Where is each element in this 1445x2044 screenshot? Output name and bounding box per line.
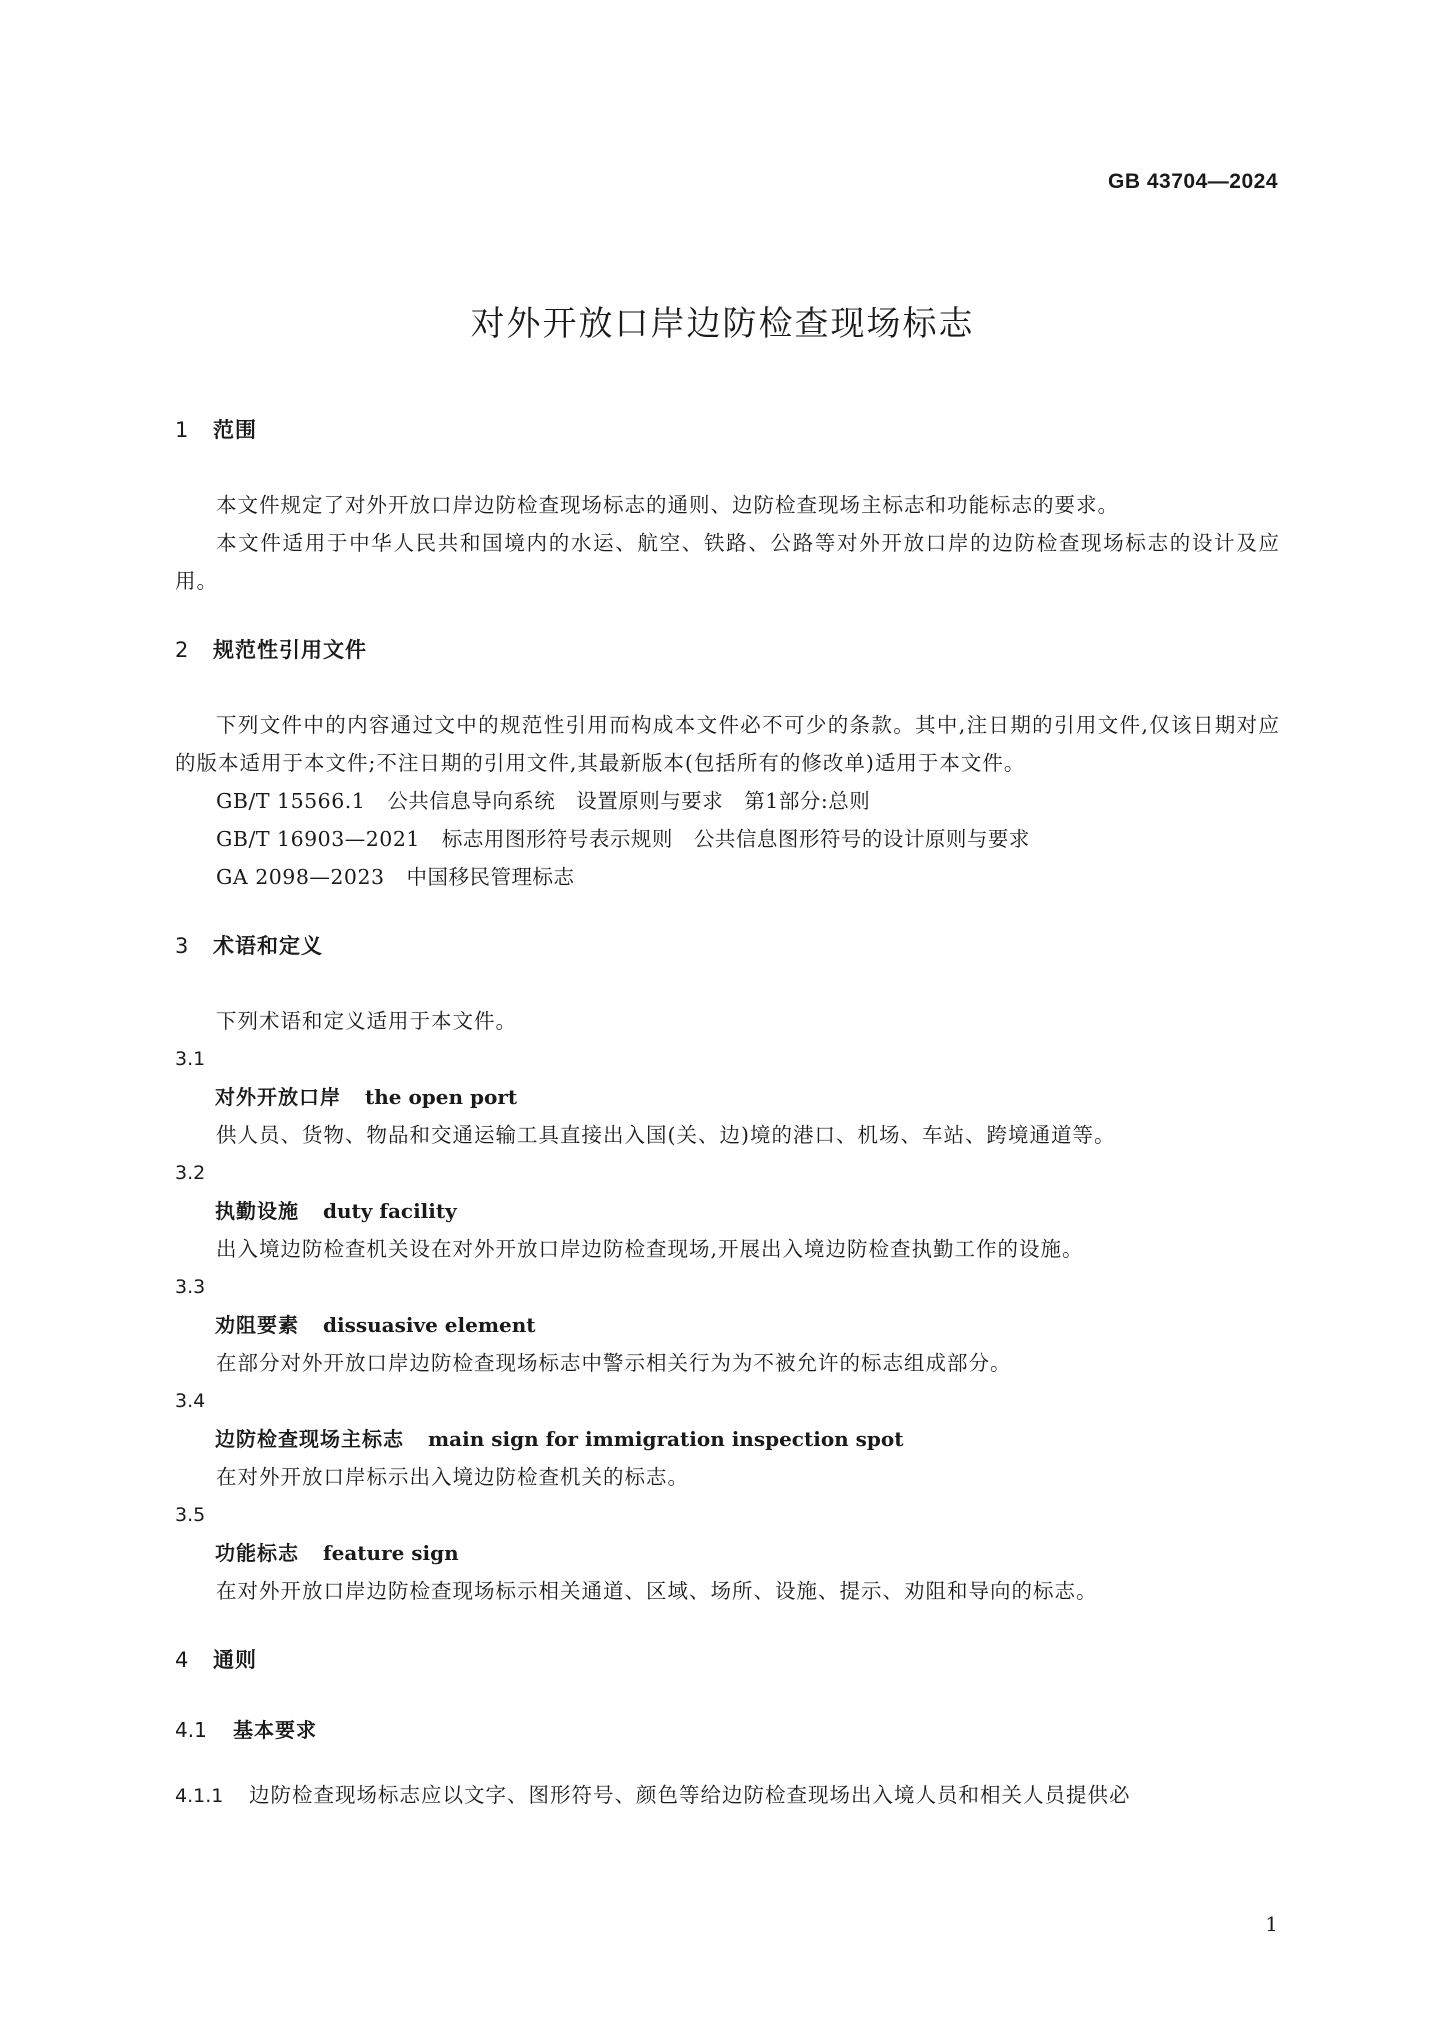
reference-title: 中国移民管理标志: [406, 865, 575, 889]
term-en: dissuasive element: [323, 1313, 536, 1337]
reference-item: [175, 858, 1280, 896]
section-title: 通则: [213, 1648, 257, 1672]
term-entry: [175, 1534, 1280, 1572]
section-number: 1: [175, 418, 190, 442]
term-entry: [175, 1078, 1280, 1116]
reference-item: [175, 820, 1280, 858]
term-number: 3.3: [175, 1276, 206, 1298]
term-entry: [175, 1192, 1280, 1230]
section-number: 4: [175, 1648, 190, 1672]
reference-title: 标志用图形符号表示规则 公共信息图形符号的设计原则与要求: [441, 827, 1030, 851]
term-zh: 功能标志: [215, 1541, 299, 1565]
term-definition: 在对外开放口岸边防检查现场标示相关通道、区域、场所、设施、提示、劝阻和导向的标志。: [216, 1579, 1098, 1603]
subsection-heading-4-1: [175, 1710, 1280, 1750]
term-entry: [175, 1420, 1280, 1458]
reference-item: [175, 782, 1280, 820]
section-title: 范围: [213, 418, 257, 442]
document-body: [175, 410, 1280, 1815]
clause-number: 4.1.1: [175, 1785, 224, 1807]
section-title: 术语和定义: [213, 934, 323, 958]
term-en: main sign for immigration inspection spot: [428, 1427, 904, 1451]
paragraph: 下列术语和定义适用于本文件。: [216, 1009, 517, 1033]
term-definition: 在部分对外开放口岸边防检查现场标志中警示相关行为为不被允许的标志组成部分。: [216, 1351, 1012, 1375]
term-number: 3.4: [175, 1390, 206, 1412]
term-number: 3.1: [175, 1048, 206, 1070]
section-heading-3: [175, 926, 1280, 966]
term-zh: 执勤设施: [215, 1199, 299, 1223]
reference-code: GB/T 16903—2021: [216, 827, 420, 851]
term-zh: 边防检查现场主标志: [215, 1427, 404, 1451]
page-number: 1: [1265, 1912, 1278, 1936]
term-entry: [175, 1306, 1280, 1344]
paragraph: 下列文件中的内容通过文中的规范性引用而构成本文件必不可少的条款。其中,注日期的引用文件,仅该日期对应的版本适用于本文件;不注日期的引用文件,其最新版本(包括所有的修改单)适用于本文件。: [175, 713, 1280, 775]
clause-text: 边防检查现场标志应以文字、图形符号、颜色等给边防检查现场出入境人员和相关人员提供必: [249, 1783, 1131, 1807]
reference-code: GB/T 15566.1: [216, 789, 366, 813]
section-heading-4: [175, 1640, 1280, 1680]
term-definition: 出入境边防检查机关设在对外开放口岸边防检查现场,开展出入境边防检查执勤工作的设施。: [216, 1237, 1084, 1261]
term-zh: 对外开放口岸: [215, 1085, 341, 1109]
section-number: 2: [175, 638, 190, 662]
clause-4-1-1: [175, 1776, 1280, 1815]
section-heading-2: [175, 630, 1280, 670]
term-definition: 在对外开放口岸标示出入境边防检查机关的标志。: [216, 1465, 689, 1489]
term-en: feature sign: [323, 1541, 459, 1565]
term-en: duty facility: [323, 1199, 457, 1223]
paragraph: 本文件适用于中华人民共和国境内的水运、航空、铁路、公路等对外开放口岸的边防检查现场标志的设计及应用。: [175, 531, 1280, 593]
document-title: 对外开放口岸边防检查现场标志: [470, 304, 975, 344]
section-number: 3: [175, 934, 190, 958]
paragraph: 本文件规定了对外开放口岸边防检查现场标志的通则、边防检查现场主标志和功能标志的要求。: [216, 493, 1119, 517]
reference-code: GA 2098—2023: [216, 865, 385, 889]
reference-title: 公共信息导向系统 设置原则与要求 第1部分:总则: [387, 789, 871, 813]
term-en: the open port: [365, 1085, 518, 1109]
standard-number: GB 43704—2024: [1108, 170, 1278, 193]
term-number: 3.5: [175, 1504, 206, 1526]
term-zh: 劝阻要素: [215, 1313, 299, 1337]
subsection-title: 基本要求: [233, 1718, 317, 1742]
term-definition: 供人员、货物、物品和交通运输工具直接出入国(关、边)境的港口、机场、车站、跨境通道等。: [216, 1123, 1116, 1147]
section-title: 规范性引用文件: [213, 638, 367, 662]
subsection-number: 4.1: [175, 1718, 207, 1742]
term-number: 3.2: [175, 1162, 206, 1184]
section-heading-1: [175, 410, 1280, 450]
